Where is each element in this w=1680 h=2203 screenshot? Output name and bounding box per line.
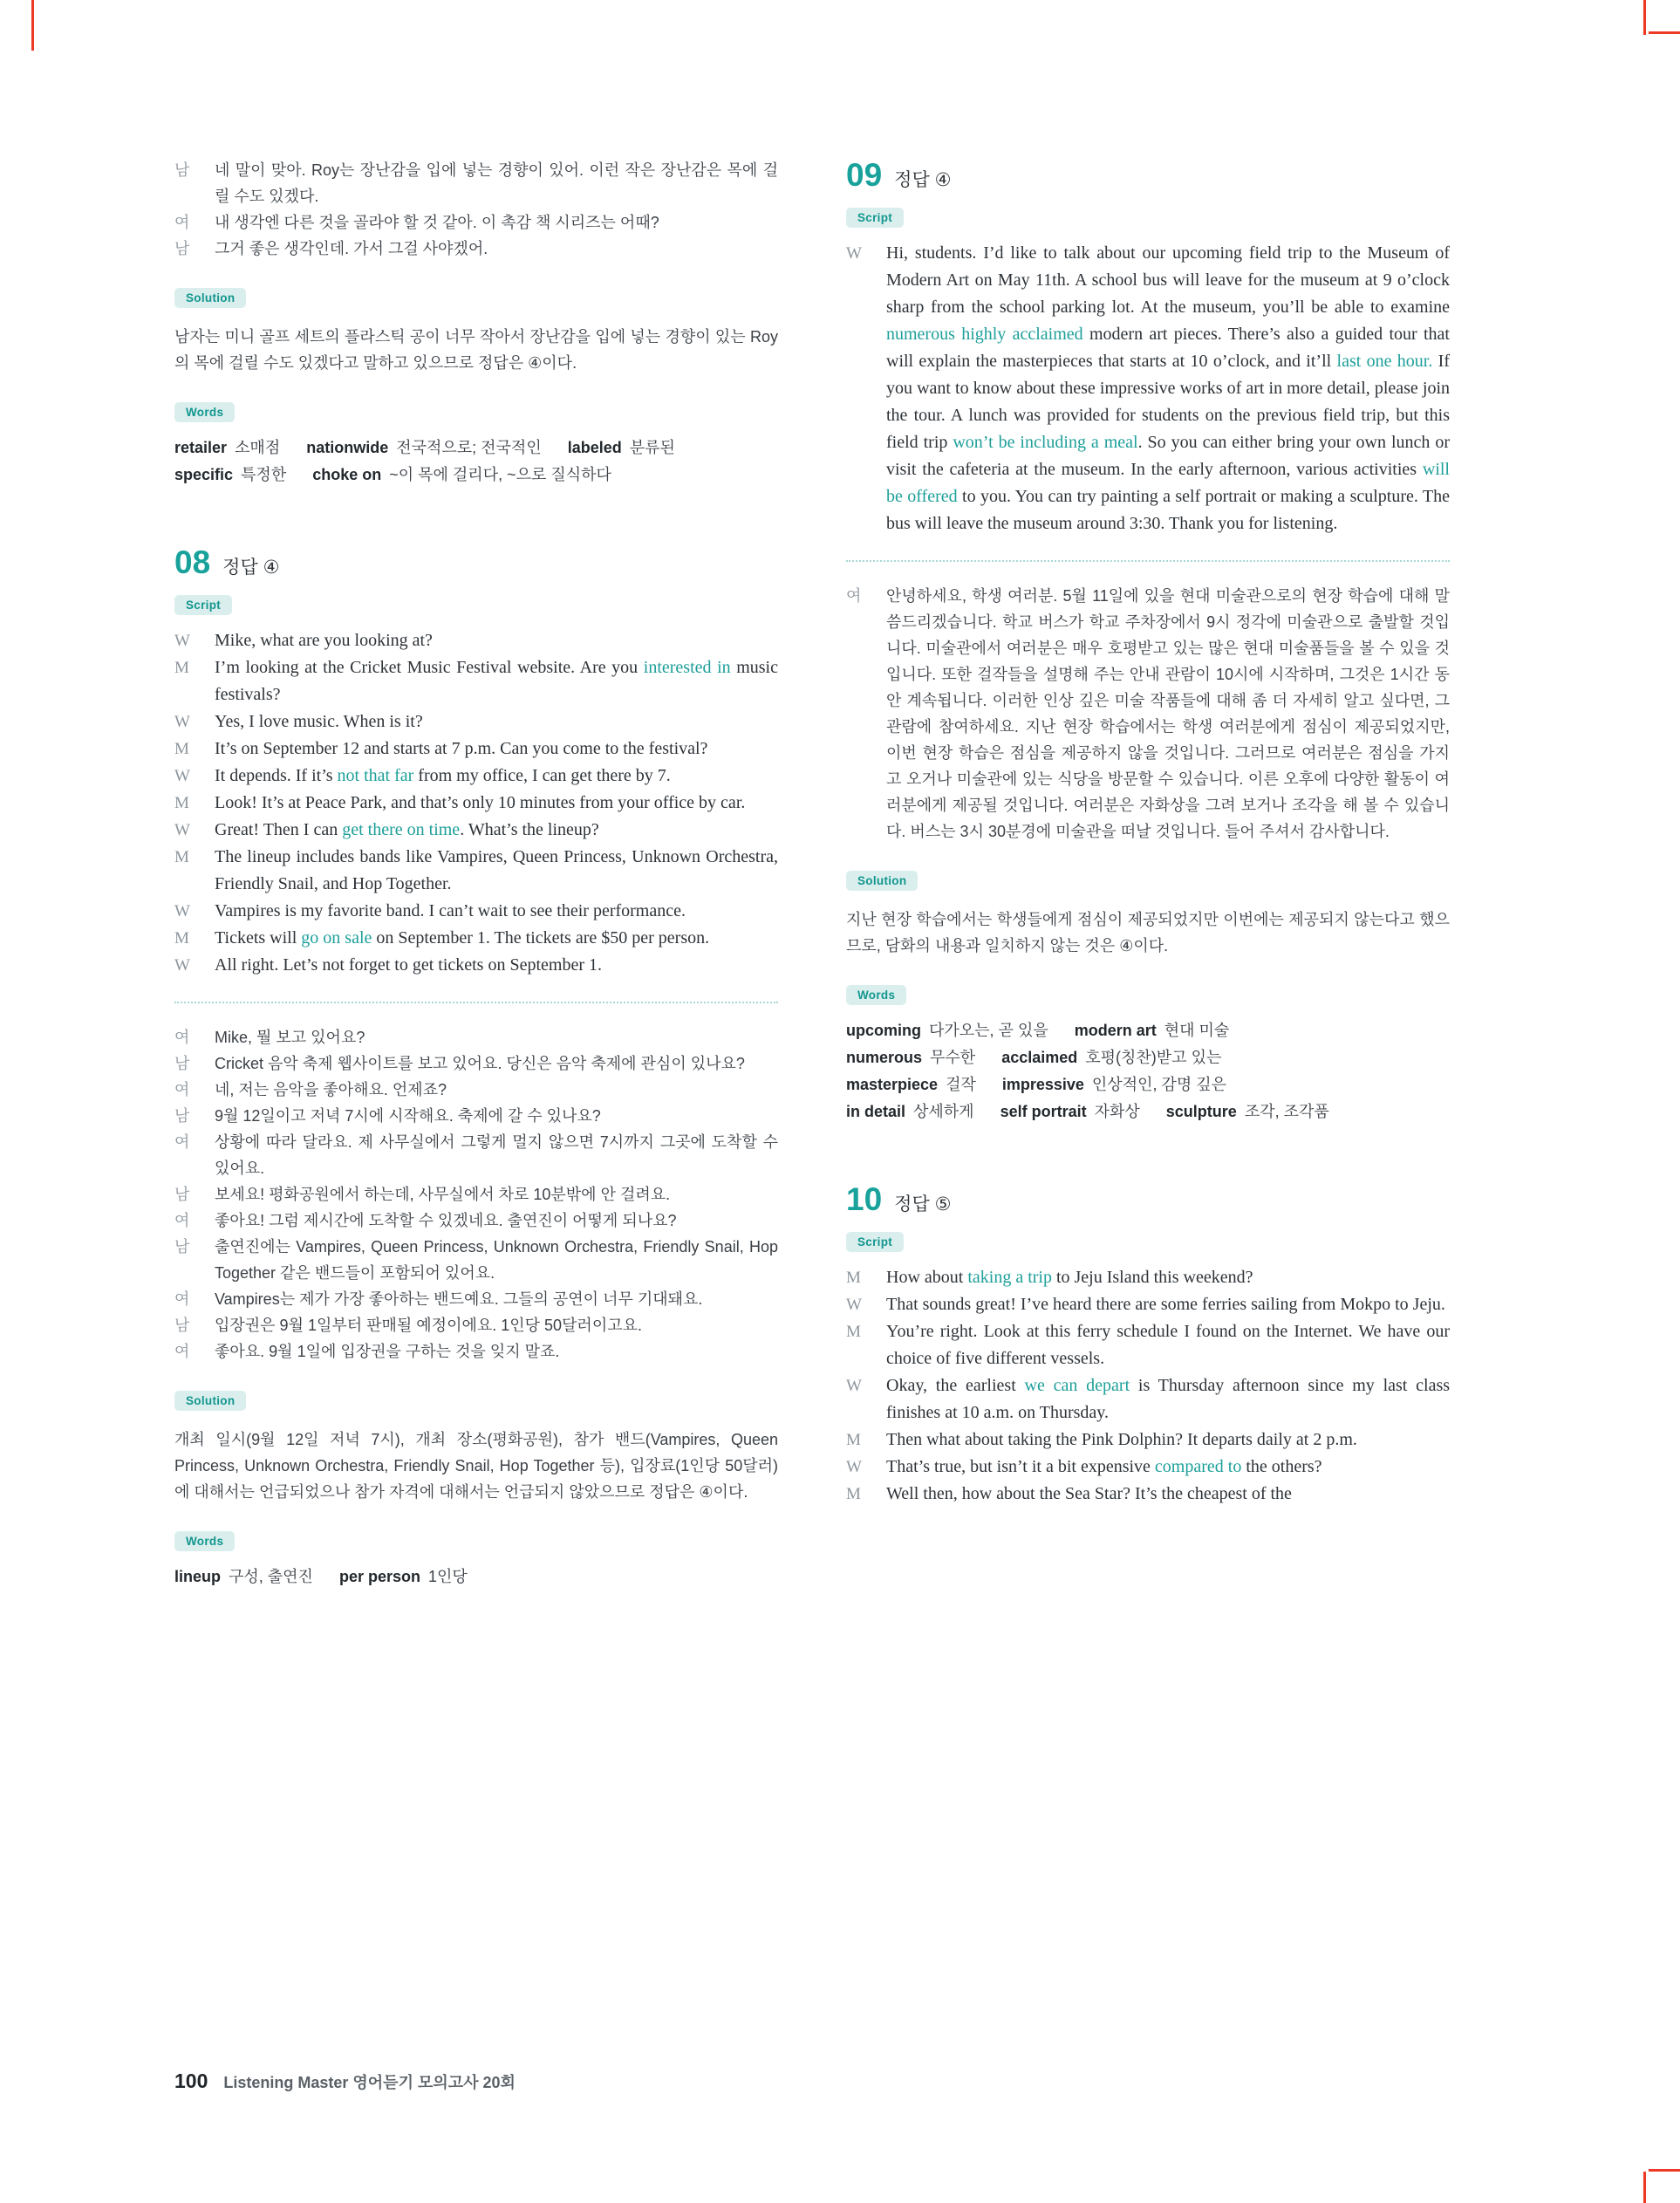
- word-meaning: 소매점: [235, 439, 281, 456]
- words-badge-row: [174, 402, 778, 422]
- word-entry: [568, 439, 675, 456]
- word-meaning: 호평(칭찬)받고 있는: [1085, 1049, 1222, 1066]
- solution-text: 개최 일시(9월 12일 저녁 7시), 개최 장소(평화공원), 참가 밴드(Vampires, Queen Princess, Unknown Orchestra, Friendly Snail, Hop Together 등), 입장료(1인당 50달러)에 대해서는 언급되었으나 참가 자격에 대해서는 언급되지 않았으므로 정답은 ④이다.: [174, 1431, 778, 1501]
- word-term: retailer: [174, 439, 228, 456]
- section-header-09: [846, 157, 1450, 194]
- script-dialogue-08: [174, 627, 778, 979]
- line-text: [886, 1481, 1450, 1508]
- text-segment: 입장권은 9월 1일부터 판매될 예정이에요. 1인당 50달러이고요.: [215, 1317, 642, 1334]
- script-monologue-09: [846, 240, 1450, 537]
- speaker-label: W: [846, 1458, 862, 1476]
- text-segment: All right. Let’s not forget to get tickets on September 1.: [215, 955, 602, 975]
- words-row: [846, 1044, 1450, 1071]
- words-list: [846, 1017, 1450, 1125]
- word-meaning: 무수한: [930, 1049, 976, 1066]
- solution-text: 남자는 미니 골프 세트의 플라스틱 공이 너무 작아서 장난감을 입에 넣는 경향이 있는 Roy의 목에 걸릴 수도 있겠다고 말하고 있으므로 정답은 ④이다.: [174, 328, 778, 372]
- word-entry: [306, 439, 542, 456]
- highlighted-phrase: numerous highly acclaimed: [886, 325, 1083, 344]
- line-text: [215, 1103, 778, 1129]
- word-entry: [1000, 1103, 1140, 1120]
- speaker-label: W: [174, 821, 190, 839]
- script-badge: Script: [174, 595, 232, 615]
- words-row: [846, 1017, 1450, 1044]
- dialogue-line: [174, 735, 778, 763]
- word-term: per person: [338, 1568, 420, 1585]
- script-dialogue-10: [846, 1264, 1450, 1508]
- word-term: masterpiece: [846, 1076, 939, 1093]
- speaker-label: W: [846, 244, 862, 263]
- line-text: [215, 925, 778, 952]
- dialogue-line: [174, 1181, 778, 1208]
- words-badge: Words: [174, 1531, 235, 1551]
- word-term: labeled: [567, 439, 622, 456]
- highlighted-phrase: go on sale: [301, 928, 372, 948]
- speaker-label: M: [174, 659, 189, 677]
- crop-mark-bottom-right-vertical: [1643, 2172, 1646, 2203]
- section-number: 10: [846, 1181, 883, 1217]
- text-segment: is Thursday afternoon since my last class finishes at 10 a.m. on Thursday.: [886, 1376, 1451, 1422]
- speaker-label: W: [846, 1296, 862, 1314]
- dialogue-line: [174, 654, 778, 708]
- text-segment: on September 1. The tickets are $50 per person.: [372, 928, 710, 948]
- dialogue-line: [174, 627, 778, 654]
- text-segment: 출연진에는 Vampires, Queen Princess, Unknown Orchestra, Friendly Snail, Hop Together 같은 밴드들이 포함되어 있어요.: [215, 1238, 778, 1282]
- words-row: [174, 462, 778, 489]
- line-text: [886, 1454, 1450, 1481]
- speaker-label: 여: [174, 1212, 190, 1229]
- highlighted-phrase: compared to: [1154, 1457, 1242, 1476]
- dialogue-line: [846, 1291, 1450, 1318]
- word-meaning: 다가오는, 곧 있을: [929, 1022, 1048, 1039]
- speaker-label: M: [846, 1485, 861, 1503]
- word-entry: [1002, 1076, 1226, 1093]
- word-meaning: 현대 미술: [1164, 1022, 1230, 1039]
- text-segment: Mike, what are you looking at?: [215, 631, 433, 650]
- word-term: modern art: [1074, 1022, 1157, 1039]
- dialogue-line: [174, 1103, 778, 1129]
- solution-badge-row: [174, 1391, 778, 1411]
- dialogue-line: [174, 898, 778, 925]
- text-segment: 좋아요. 9월 1일에 입장권을 구하는 것을 잊지 말죠.: [215, 1343, 560, 1360]
- answer-label: 정답 ④: [222, 558, 280, 578]
- highlighted-phrase: last one hour.: [1336, 352, 1433, 371]
- speaker-label: M: [846, 1269, 861, 1287]
- text-segment: 내 생각엔 다른 것을 골라야 할 것 같아. 이 촉감 책 시리즈는 어때?: [215, 214, 659, 231]
- dialogue-line: [174, 1129, 778, 1181]
- dialogue-line: [174, 1050, 778, 1077]
- dialogue-line: [174, 236, 778, 262]
- line-text: [215, 1338, 778, 1365]
- word-meaning: 전국적으로; 전국적인: [396, 439, 542, 456]
- page-number: 100: [174, 2070, 208, 2092]
- word-meaning: 자화상: [1094, 1103, 1140, 1120]
- word-term: specific: [174, 466, 234, 483]
- line-text: [886, 1426, 1450, 1454]
- words-badge: Words: [846, 985, 906, 1005]
- word-term: impressive: [1001, 1076, 1084, 1093]
- speaker-label: W: [174, 767, 190, 785]
- line-text: [215, 1312, 778, 1338]
- text-segment: 보세요! 평화공원에서 하는데, 사무실에서 차로 10분밖에 안 걸려요.: [215, 1186, 671, 1203]
- word-meaning: 걸작: [946, 1076, 976, 1093]
- speaker-label: 여: [174, 214, 190, 231]
- word-entry: [174, 466, 286, 483]
- word-term: choke on: [312, 466, 382, 483]
- word-term: in detail: [846, 1103, 906, 1120]
- dialogue-line: [846, 240, 1450, 537]
- speaker-label: 남: [174, 161, 190, 179]
- line-text: [215, 157, 778, 209]
- text-segment: It’s on September 12 and starts at 7 p.m. Can you come to the festival?: [215, 739, 708, 758]
- script-badge-row: [846, 208, 1450, 228]
- line-text: [886, 240, 1450, 537]
- solution-badge: Solution: [846, 871, 918, 891]
- word-meaning: 상세하게: [913, 1103, 974, 1120]
- speaker-label: 여: [174, 1029, 190, 1046]
- words-row: [846, 1071, 1450, 1098]
- word-entry: [846, 1076, 976, 1093]
- word-term: upcoming: [846, 1022, 921, 1039]
- speaker-label: W: [174, 956, 190, 975]
- line-text: [215, 817, 778, 844]
- text-segment: 그거 좋은 생각인데. 가서 그걸 사야겠어.: [215, 240, 488, 257]
- speaker-label: W: [846, 1377, 862, 1395]
- word-term: lineup: [174, 1568, 221, 1585]
- script-badge-row: [846, 1232, 1450, 1252]
- highlighted-phrase: taking a trip: [967, 1268, 1052, 1287]
- dialogue-line: [846, 1372, 1450, 1426]
- text-segment: modern art pieces. There’s also a guided tour that will explain the masterpieces that starts at 10 o’clock, and it’ll: [886, 325, 1450, 371]
- dialogue-line: [846, 1318, 1450, 1372]
- text-segment: That sounds great! I’ve heard there are some ferries sailing from Mokpo to Jeju.: [886, 1295, 1445, 1314]
- dotted-divider: [846, 560, 1450, 562]
- speaker-label: 여: [846, 587, 862, 605]
- line-text: [886, 1291, 1450, 1318]
- speaker-label: M: [846, 1431, 861, 1449]
- dialogue-line: [174, 763, 778, 790]
- dialogue-line: [846, 1481, 1450, 1508]
- line-text: [215, 1024, 778, 1050]
- dialogue-line: [174, 209, 778, 236]
- line-text: [215, 844, 778, 898]
- dialogue-line: [174, 1208, 778, 1234]
- words-list: [174, 434, 778, 489]
- word-entry: [174, 439, 280, 456]
- dotted-divider: [174, 1002, 778, 1003]
- dialogue-line: [174, 844, 778, 898]
- line-text: [215, 1050, 778, 1077]
- line-text: [215, 236, 778, 262]
- dialogue-line: [174, 1234, 778, 1286]
- speaker-label: W: [174, 713, 190, 731]
- text-segment: Tickets will: [215, 928, 302, 948]
- page-footer: [174, 2070, 516, 2093]
- words-row: [174, 1563, 778, 1591]
- speaker-label: 남: [174, 1317, 190, 1334]
- dialogue-line: [174, 157, 778, 209]
- text-segment: Then what about taking the Pink Dolphin? It departs daily at 2 p.m.: [886, 1430, 1357, 1449]
- word-term: acclaimed: [1001, 1049, 1078, 1066]
- text-segment: I’m looking at the Cricket Music Festival website. Are you: [215, 658, 644, 677]
- line-text: [215, 735, 778, 763]
- line-text: [215, 654, 778, 708]
- highlighted-phrase: we can depart: [1024, 1376, 1130, 1395]
- text-segment: to Jeju Island this weekend?: [1051, 1268, 1253, 1287]
- text-segment: Well then, how about the Sea Star? It’s the cheapest of the: [886, 1484, 1292, 1503]
- word-entry: [846, 1049, 975, 1066]
- left-column: [174, 157, 778, 1591]
- korean-translation-09: [846, 583, 1450, 845]
- word-entry: [174, 1568, 313, 1585]
- dialogue-line: [174, 925, 778, 952]
- word-meaning: 인상적인, 감명 깊은: [1091, 1076, 1227, 1093]
- dialogue-line: [174, 1312, 778, 1338]
- dialogue-line: [174, 790, 778, 817]
- word-meaning: ~이 목에 걸리다, ~으로 질식하다: [389, 466, 611, 483]
- crop-mark-top-left: [31, 0, 34, 51]
- words-badge: Words: [174, 402, 235, 422]
- dialogue-line: [174, 708, 778, 735]
- line-text: [215, 1181, 778, 1208]
- text-segment: Yes, I love music. When is it?: [215, 712, 423, 731]
- crop-mark-bottom-right-horizontal: [1649, 2169, 1680, 2172]
- line-text: [886, 1264, 1450, 1291]
- speaker-label: M: [846, 1323, 861, 1341]
- speaker-label: M: [174, 848, 189, 866]
- word-term: self portrait: [1000, 1103, 1087, 1120]
- text-segment: If you want to know about these impressive works of art in more detail, please join the tour. A lunch was provided for students on the previous field trip, but this field trip: [886, 352, 1450, 452]
- solution-badge-row: [174, 288, 778, 308]
- speaker-label: M: [174, 740, 189, 758]
- highlighted-phrase: get there on time: [342, 820, 461, 839]
- crop-mark-top-right-horizontal: [1649, 31, 1680, 34]
- word-term: numerous: [846, 1049, 923, 1066]
- script-badge: Script: [846, 1232, 904, 1252]
- footer-title: Listening Master 영어듣기 모의고사 20회: [223, 2074, 516, 2091]
- words-badge-row: [174, 1531, 778, 1551]
- text-segment: . What’s the lineup?: [460, 820, 599, 839]
- words-row: [846, 1098, 1450, 1125]
- word-meaning: 1인당: [427, 1568, 468, 1585]
- line-text: [215, 627, 778, 654]
- line-text: [886, 1318, 1450, 1372]
- line-text: [886, 583, 1450, 845]
- text-segment: from my office, I can get there by 7.: [413, 766, 671, 785]
- word-term: nationwide: [306, 439, 389, 456]
- text-segment: Great! Then I can: [215, 820, 343, 839]
- text-segment: the others?: [1241, 1457, 1322, 1476]
- dialogue-line: [846, 1426, 1450, 1454]
- highlighted-phrase: will be offered: [886, 460, 1450, 506]
- crop-mark-top-right-vertical: [1643, 0, 1646, 35]
- line-text: [215, 1234, 778, 1286]
- text-segment: 안녕하세요, 학생 여러분. 5월 11일에 있을 현대 미술관으로의 현장 학습에 대해 말씀드리겠습니다. 학교 버스가 학교 주차장에서 9시 정각에 미술관으로 출발할 것입니다. 미술관에서 여러분은 매우 호평받고 있는 많은 현대 미술품들을 볼 수 있을 것입니다. 또한 걸작들을 설명해 주는 안내 관람이 10시에 시작하며, 그것은 1시간 동안 계속됩니다. 이러한 인상 깊은 미술 작품들에 대해 좀 더 자세히 알고 싶다면, 그 관람에 참여하세요. 지난 현장 학습에서는 학생 여러분에게 점심이 제공되었지만, 이번 현장 학습은 점심을 제공하지 않을 것입니다. 그러므로 여러분은 점심을 가지고 오거나 미술관에 있는 식당을 방문할 수 있습니다. 이른 오후에 다양한 활동이 여러분에게 제공될 것입니다. 여러분은 자화상을 그려 보거나 조각을 해 볼 수 있습니다. 버스는 3시 30분경에 미술관을 떠날 것입니다. 들어 주셔서 감사합니다.: [886, 587, 1450, 840]
- dialogue-line: [846, 1454, 1450, 1481]
- line-text: [215, 790, 778, 817]
- text-segment: 네, 저는 음악을 좋아해요. 언제죠?: [215, 1081, 447, 1098]
- word-entry: [846, 1103, 974, 1120]
- text-segment: Okay, the earliest: [886, 1376, 1025, 1395]
- speaker-label: W: [174, 902, 190, 920]
- speaker-label: W: [174, 632, 190, 650]
- word-meaning: 구성, 출연진: [229, 1568, 313, 1585]
- line-text: [215, 1208, 778, 1234]
- section-number: 09: [846, 157, 883, 193]
- text-segment: 좋아요! 그럼 제시간에 도착할 수 있겠네요. 출연진이 어떻게 되나요?: [215, 1212, 677, 1229]
- speaker-label: 남: [174, 1107, 190, 1125]
- dialogue-line: [174, 1077, 778, 1103]
- words-list: [174, 1563, 778, 1591]
- word-term: sculpture: [1165, 1103, 1237, 1120]
- section-header-10: [846, 1181, 1450, 1218]
- answer-label: 정답 ④: [894, 170, 952, 190]
- text-segment: How about: [886, 1268, 968, 1287]
- word-entry: [339, 1568, 468, 1585]
- line-text: [886, 1372, 1450, 1426]
- speaker-label: 여: [174, 1290, 190, 1308]
- speaker-label: 남: [174, 1186, 190, 1203]
- text-segment: Vampires is my favorite band. I can’t wait to see their performance.: [215, 901, 686, 920]
- text-segment: It depends. If it’s: [215, 766, 338, 785]
- solution-badge: Solution: [174, 288, 246, 308]
- page-content: [174, 157, 1450, 1591]
- speaker-label: 여: [174, 1081, 190, 1098]
- section-header-08: [174, 544, 778, 581]
- dialogue-line: [174, 1024, 778, 1050]
- speaker-label: 남: [174, 1055, 190, 1072]
- line-text: [215, 209, 778, 236]
- line-text: [215, 708, 778, 735]
- dialogue-line: [174, 817, 778, 844]
- speaker-label: 남: [174, 1238, 190, 1255]
- section-number: 08: [174, 544, 211, 580]
- solution-text: 지난 현장 학습에서는 학생들에게 점심이 제공되었지만 이번에는 제공되지 않는다고 했으므로, 담화의 내용과 일치하지 않는 것은 ④이다.: [846, 911, 1450, 954]
- line-text: [215, 952, 778, 979]
- highlighted-phrase: interested in: [643, 658, 731, 677]
- text-segment: Mike, 뭘 보고 있어요?: [215, 1029, 365, 1046]
- speaker-label: 남: [174, 240, 190, 257]
- answer-label: 정답 ⑤: [894, 1194, 952, 1214]
- words-badge-row: [846, 985, 1450, 1005]
- text-segment: The lineup includes bands like Vampires, Queen Princess, Unknown Orchestra, Friendly Snail, and Hop Together.: [215, 847, 778, 893]
- text-segment: to you. You can try painting a self portrait or making a sculpture. The bus will leave the museum around 3:30. Thank you for listening.: [886, 487, 1451, 533]
- line-text: [215, 898, 778, 925]
- text-segment: 네 말이 맞아. Roy는 장난감을 입에 넣는 경향이 있어. 이런 작은 장난감은 목에 걸릴 수도 있겠다.: [215, 161, 778, 205]
- solution-badge: Solution: [174, 1391, 246, 1411]
- script-badge-row: [174, 595, 778, 615]
- words-row: [174, 434, 778, 462]
- text-segment: 상황에 따라 달라요. 제 사무실에서 그렇게 멀지 않으면 7시까지 그곳에 도착할 수 있어요.: [215, 1133, 778, 1177]
- word-entry: [1166, 1103, 1329, 1120]
- text-segment: Cricket 음악 축제 웹사이트를 보고 있어요. 당신은 음악 축제에 관심이 있나요?: [215, 1055, 745, 1072]
- dialogue-line: [846, 1264, 1450, 1291]
- text-segment: music festivals?: [215, 658, 778, 704]
- line-text: [215, 763, 778, 790]
- word-entry: [1075, 1022, 1230, 1039]
- speaker-label: M: [174, 794, 189, 812]
- prev-question-translation: [174, 157, 778, 262]
- speaker-label: M: [174, 929, 189, 948]
- text-segment: Hi, students. I’d like to talk about our upcoming field trip to the Museum of Modern Art on May 11th. A school bus will leave for the museum at 9 o’clock sharp from the school parking lot. At the museum, you’ll be able to examine: [886, 243, 1450, 317]
- dialogue-line: [174, 952, 778, 979]
- text-segment: You’re right. Look at this ferry schedule I found on the Internet. We have our choice of five different vessels.: [886, 1322, 1450, 1368]
- dialogue-line: [174, 1338, 778, 1365]
- word-meaning: 조각, 조각품: [1244, 1103, 1329, 1120]
- text-segment: . So you can either bring your own lunch or visit the cafeteria at the museum. In the early afternoon, various activities: [886, 433, 1450, 479]
- text-segment: Look! It’s at Peace Park, and that’s only 10 minutes from your office by car.: [215, 793, 746, 812]
- line-text: [215, 1129, 778, 1181]
- text-segment: Vampires는 제가 가장 좋아하는 밴드예요. 그들의 공연이 너무 기대돼요.: [215, 1290, 703, 1308]
- highlighted-phrase: won’t be including a meal: [953, 433, 1138, 452]
- highlighted-phrase: not that far: [337, 766, 414, 785]
- script-badge: Script: [846, 208, 904, 228]
- word-entry: [1001, 1049, 1221, 1066]
- right-column: [846, 157, 1450, 1591]
- text-segment: 9월 12일이고 저녁 7시에 시작해요. 축제에 갈 수 있나요?: [215, 1107, 601, 1125]
- word-meaning: 특정한: [241, 466, 287, 483]
- line-text: [215, 1286, 778, 1312]
- dialogue-line: [174, 1286, 778, 1312]
- line-text: [215, 1077, 778, 1103]
- dialogue-line: [846, 583, 1450, 845]
- word-entry: [846, 1022, 1048, 1039]
- speaker-label: 여: [174, 1343, 190, 1360]
- word-meaning: 분류된: [629, 439, 675, 456]
- word-entry: [312, 466, 611, 483]
- speaker-label: 여: [174, 1133, 190, 1151]
- korean-translation-08: [174, 1024, 778, 1365]
- solution-badge-row: [846, 871, 1450, 891]
- text-segment: That’s true, but isn’t it a bit expensive: [886, 1457, 1155, 1476]
